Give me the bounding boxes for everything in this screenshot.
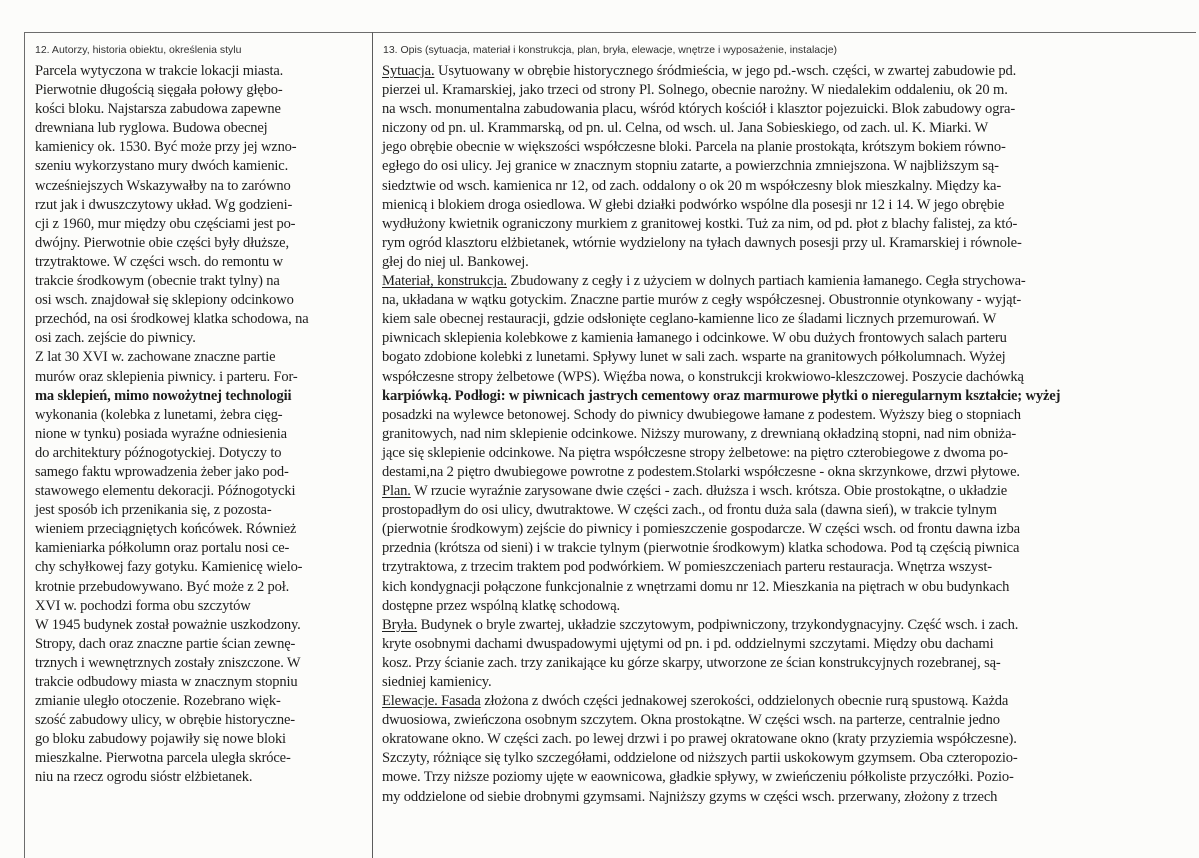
frame-left-rule bbox=[24, 32, 25, 858]
text-line: kich kondygnacji połączone funkcjonalnie z wnętrzami domu nr 12. Mieszkania na piętrach w obu budynkach bbox=[382, 578, 1010, 595]
text-line: XVI w. pochodzi forma obu szczytów bbox=[35, 597, 251, 614]
text-line: W 1945 budynek został poważnie uszkodzony. bbox=[35, 616, 301, 633]
text-line: szeniu wykorzystano mury dwóch kamienic. bbox=[35, 158, 289, 175]
text-line: egłego do osi ulicy. Jej granice w znacznym stopniu zatarte, a powierzchnia zmniejszona. W najbliższym są- bbox=[382, 158, 999, 175]
text-line: Plan. W rzucie wyraźnie zarysowane dwie części - zach. dłuższa i wsch. krótsza. Obie prostokątne, o układzie bbox=[382, 483, 1008, 500]
text-line: przednia (krótsza od sieni) i w trakcie tylnym (pierwotnie środkowym) klatka schodowa. Pod tą częścią piwnica bbox=[382, 540, 1020, 557]
text-line: ma sklepień, mimo nowożytnej technologii bbox=[35, 387, 292, 404]
text-line: niu na rzecz ogrodu sióstr elżbietanek. bbox=[35, 769, 253, 786]
text-line: wcześniejszych Wskazywałby na to zarówno bbox=[35, 177, 291, 194]
text-line: kamieniarka półkolumn oraz portalu nosi ce- bbox=[35, 540, 290, 557]
text-line: przechód, na osi środkowej klatka schodowa, na bbox=[35, 311, 309, 328]
text-line: Pierwotnie długością sięgała połowy głębo- bbox=[35, 82, 283, 99]
text-line: trakcie środkowym (obecnie trakt tylny) na bbox=[35, 273, 280, 290]
text-line: wykonania (kolebka z lunetami, żebra cięg- bbox=[35, 406, 283, 423]
text-line: Parcela wytyczona w trakcie lokacji miasta. bbox=[35, 63, 284, 79]
text-line: go bloku zabudowy pojawiły się nowe bloki bbox=[35, 731, 286, 748]
text-line: murów oraz sklepienia piwnicy. i parteru. For- bbox=[35, 368, 298, 385]
text-line: szość zabudowy ulicy, w obrębie historyczne- bbox=[35, 712, 295, 729]
text-line: stawowego elementu dekoracji. Późnogotycki bbox=[35, 483, 296, 500]
text-line: siedniej kamienicy. bbox=[382, 674, 492, 690]
text-line: mienicą i blokiem droga osiedlowa. W głebi działki podwórko wspólne dla posesji nr 12 i 14. W jego obrębie bbox=[382, 196, 1005, 213]
frame-top-rule bbox=[24, 32, 1196, 33]
text-line: kamienicy ok. 1530. Być może przy jej wzno- bbox=[35, 139, 297, 156]
text-line: (pierwotnie środkowym) zejście do piwnicy i pomieszczenie gospodarcze. W części wsch. od frontu dawna izba bbox=[382, 521, 1020, 538]
text-line: mowe. Trzy niższe poziomy ujęte w eaownicowa, gładkie spływy, w zwieńczeniu półkoliste przyczółki. Pozio- bbox=[382, 769, 1014, 786]
text-line: Bryła. Budynek o bryle zwartej, układzie szczytowym, podpiwniczony, trzykondygnacyjny. Część wsch. i zach. bbox=[382, 616, 1019, 633]
text-line: dostępne przez wspólną klatkę schodową. bbox=[382, 597, 621, 614]
text-line: cji z 1960, mur między obu częściami jest po- bbox=[35, 215, 296, 232]
text-line: na wsch. monumentalna zabudowania placu, wśród których kościół i klasztor pojezuicki. Blok zabudowy ogra- bbox=[382, 101, 1016, 118]
text-line: trznych i wewnętrznych zostały zniszczone. W bbox=[35, 654, 301, 671]
text-line: niczony od pn. ul. Krammarską, od pn. ul. Celna, od wsch. ul. Jana Sobieskiego, od zach. ul. K. Miarki. W bbox=[382, 120, 989, 137]
text-line: pierzei ul. Kramarskiej, jako trzeci od strony Pl. Solnego, obecnie narożny. W niedalekim oddaleniu, ok 20 m. bbox=[382, 82, 1008, 99]
text-line: jest sposób ich przenikania się, z pozosta- bbox=[35, 502, 272, 519]
text-line: posadzki na wylewce betonowej. Schody do piwnicy dwubiegowe łamane z podestem. Wyższy bieg o stopniach bbox=[382, 406, 1021, 423]
text-line: Elewacje. Fasada złożona z dwóch części jednakowej szerokości, oddzielonych obecnie rurą spustową. Każda bbox=[382, 693, 1009, 710]
section-12-text bbox=[35, 62, 367, 788]
text-line: trzytraktowa, z trzecim traktem pod podwórkiem. W pomieszczeniach parteru restauracja. Wnętrza wszyst- bbox=[382, 559, 992, 576]
text-line: my oddzielone od siebie drobnymi gzymsami. Najniższy gzyms w części wsch. przerwany, złożony z trzech bbox=[382, 788, 998, 805]
text-line: karpiówką. Podłogi: w piwnicach jastrych cementowy oraz marmurowe płytki o nieregularnym kształcie; wyżej bbox=[382, 387, 1061, 404]
text-line: wydłużony kwietnik ograniczony murkiem z granitowej kostki. Tuż za nim, od pd. płot z blachy falistej, za któ- bbox=[382, 215, 1018, 232]
text-line: zmianie uległo otoczenie. Rozebrano więk- bbox=[35, 693, 281, 710]
column-divider bbox=[372, 32, 373, 858]
section-12-header: 12. Autorzy, historia obiektu, określenia stylu bbox=[35, 44, 242, 56]
text-line: dwójny. Pierwotnie obie części były dłuższe, bbox=[35, 234, 289, 251]
text-line: wieniem przeciągniętych końcówek. Również bbox=[35, 521, 297, 538]
text-line: na, układana w wątku gotyckim. Znaczne partie murów z cegły współczesnej. Obustronnie otynkowany - wyjąt- bbox=[382, 292, 1022, 309]
text-line: mieszkalne. Pierwotna parcela uległa skróce- bbox=[35, 750, 291, 767]
text-line: trzytraktowe. W części wsch. do remontu w bbox=[35, 253, 283, 270]
section-13-text bbox=[382, 62, 1192, 807]
text-line: kosz. Przy ścianie zach. trzy zanikające ku górze skarpy, utworzone ze ścian konstrukcyjnych rozebranej, są- bbox=[382, 654, 1001, 671]
text-line: kości bloku. Najstarsza zabudowa zapewne bbox=[35, 101, 281, 118]
text-line: Stropy, dach oraz znaczne partie ścian zewnę- bbox=[35, 635, 296, 652]
text-line: okratowane okno. W części zach. po lewej drzwi i po prawej okratowane okno (kraty przyziemia współczesne). bbox=[382, 731, 1017, 748]
text-line: głej do niej ul. Bankowej. bbox=[382, 253, 529, 270]
text-line: drewniana lub ryglowa. Budowa obecnej bbox=[35, 120, 268, 137]
text-line: Z lat 30 XVI w. zachowane znaczne partie bbox=[35, 349, 276, 366]
text-line: granitowych, nad nim sklepienie odcinkowe. Niższy murowany, z drewnianą okładziną stopni, nad nim obniża- bbox=[382, 425, 1017, 442]
text-line: rzut jak i dwuszczytowy układ. Wg godzieni- bbox=[35, 196, 293, 213]
text-line: destami,na 2 piętro dwubiegowe powrotne z podestem.Stolarki współczesne - okna skrzynkowe, drzwi płytowe. bbox=[382, 463, 1020, 480]
text-line: bogato zdobione kolebki z lunetami. Spływy lunet w sali zach. wsparte na granitowych półkolumnach. Wyżej bbox=[382, 349, 1006, 366]
text-line: krotnie przebudowywano. Być może z 2 poł. bbox=[35, 578, 290, 595]
text-line: prostopadłym do osi ulicy, dwutraktowe. W części zach., od frontu duża sala (dawna sień), w trakcie tylnym bbox=[382, 502, 997, 519]
text-line: nione w tynku) posiada wyraźne odniesienia bbox=[35, 425, 287, 442]
text-line: jące się sklepienie odcinkowe. Na piętra współczesne stropy żelbetowe: na piętro czterobiegowe z dwoma po- bbox=[382, 444, 1008, 461]
text-line: osi wsch. znajdował się sklepiony odcinkowo bbox=[35, 292, 294, 309]
text-line: Szczyty, różniące się tylko szczegółami, oddzielone od niższych partii uskokowym gzymsem. Oba czteropozio- bbox=[382, 750, 1018, 767]
text-line: siedztwie od wsch. kamienica nr 12, od zach. oddalony o ok 20 m współczesny blok mieszkalny. Między ka- bbox=[382, 177, 1002, 194]
text-line: współczesne stropy żelbetowe (WPS). Więźba nowa, o konstrukcji krokwiowo-kleszczowej. Poszycie dachówką bbox=[382, 368, 1024, 385]
text-line: chy schyłkowej fazy gotyku. Kamienicę wielo- bbox=[35, 559, 303, 576]
text-line: do architektury późnogotyckiej. Dotyczy to bbox=[35, 444, 282, 461]
text-line: kryte osobnymi dachami dwuspadowymi ujętymi od pn. i pd. oddzielnymi szczytami. Między obu dachami bbox=[382, 635, 994, 652]
text-line: dwuosiowa, zwieńczona osobnym szczytem. Okna prostokątne. W części wsch. na parterze, centralnie jedno bbox=[382, 712, 1000, 729]
text-line: trakcie odbudowy miasta w znacznym stopniu bbox=[35, 674, 298, 690]
text-line: rym ogród klasztoru elżbietanek, wtórnie wydzielony na tyłach dawnych posesji przy ul. Kramarskiej i równole- bbox=[382, 234, 1022, 251]
text-line: osi zach. zejście do piwnicy. bbox=[35, 330, 196, 347]
text-line: jego obrębie obecnie w większości współczesne bloki. Parcela na planie prostokąta, krótszym bokiem równo- bbox=[382, 139, 1006, 156]
text-line: samego faktu wprowadzenia żeber jako pod- bbox=[35, 463, 289, 480]
text-line: Sytuacja. Usytuowany w obrębie historycznego śródmieścia, w jego pd.-wsch. części, w zwartej zabudowie pd. bbox=[382, 63, 1017, 79]
text-line: kiem sale obecnej restauracji, gdzie odsłonięte ceglano-kamienne lico ze śladami licznych przemurowań. W bbox=[382, 311, 997, 328]
text-line: Materiał, konstrukcja. Zbudowany z cegły i z użyciem w dolnych partiach kamienia łamanego. Cegła strychowa- bbox=[382, 273, 1026, 290]
section-13-header: 13. Opis (sytuacja, materiał i konstrukcja, plan, bryła, elewacje, wnętrze i wyposażenie, instalacje) bbox=[383, 44, 838, 56]
text-line: piwnicach sklepienia kolebkowe z kamienia łamanego i odcinkowe. W obu dużych frontowych salach parteru bbox=[382, 330, 1007, 347]
